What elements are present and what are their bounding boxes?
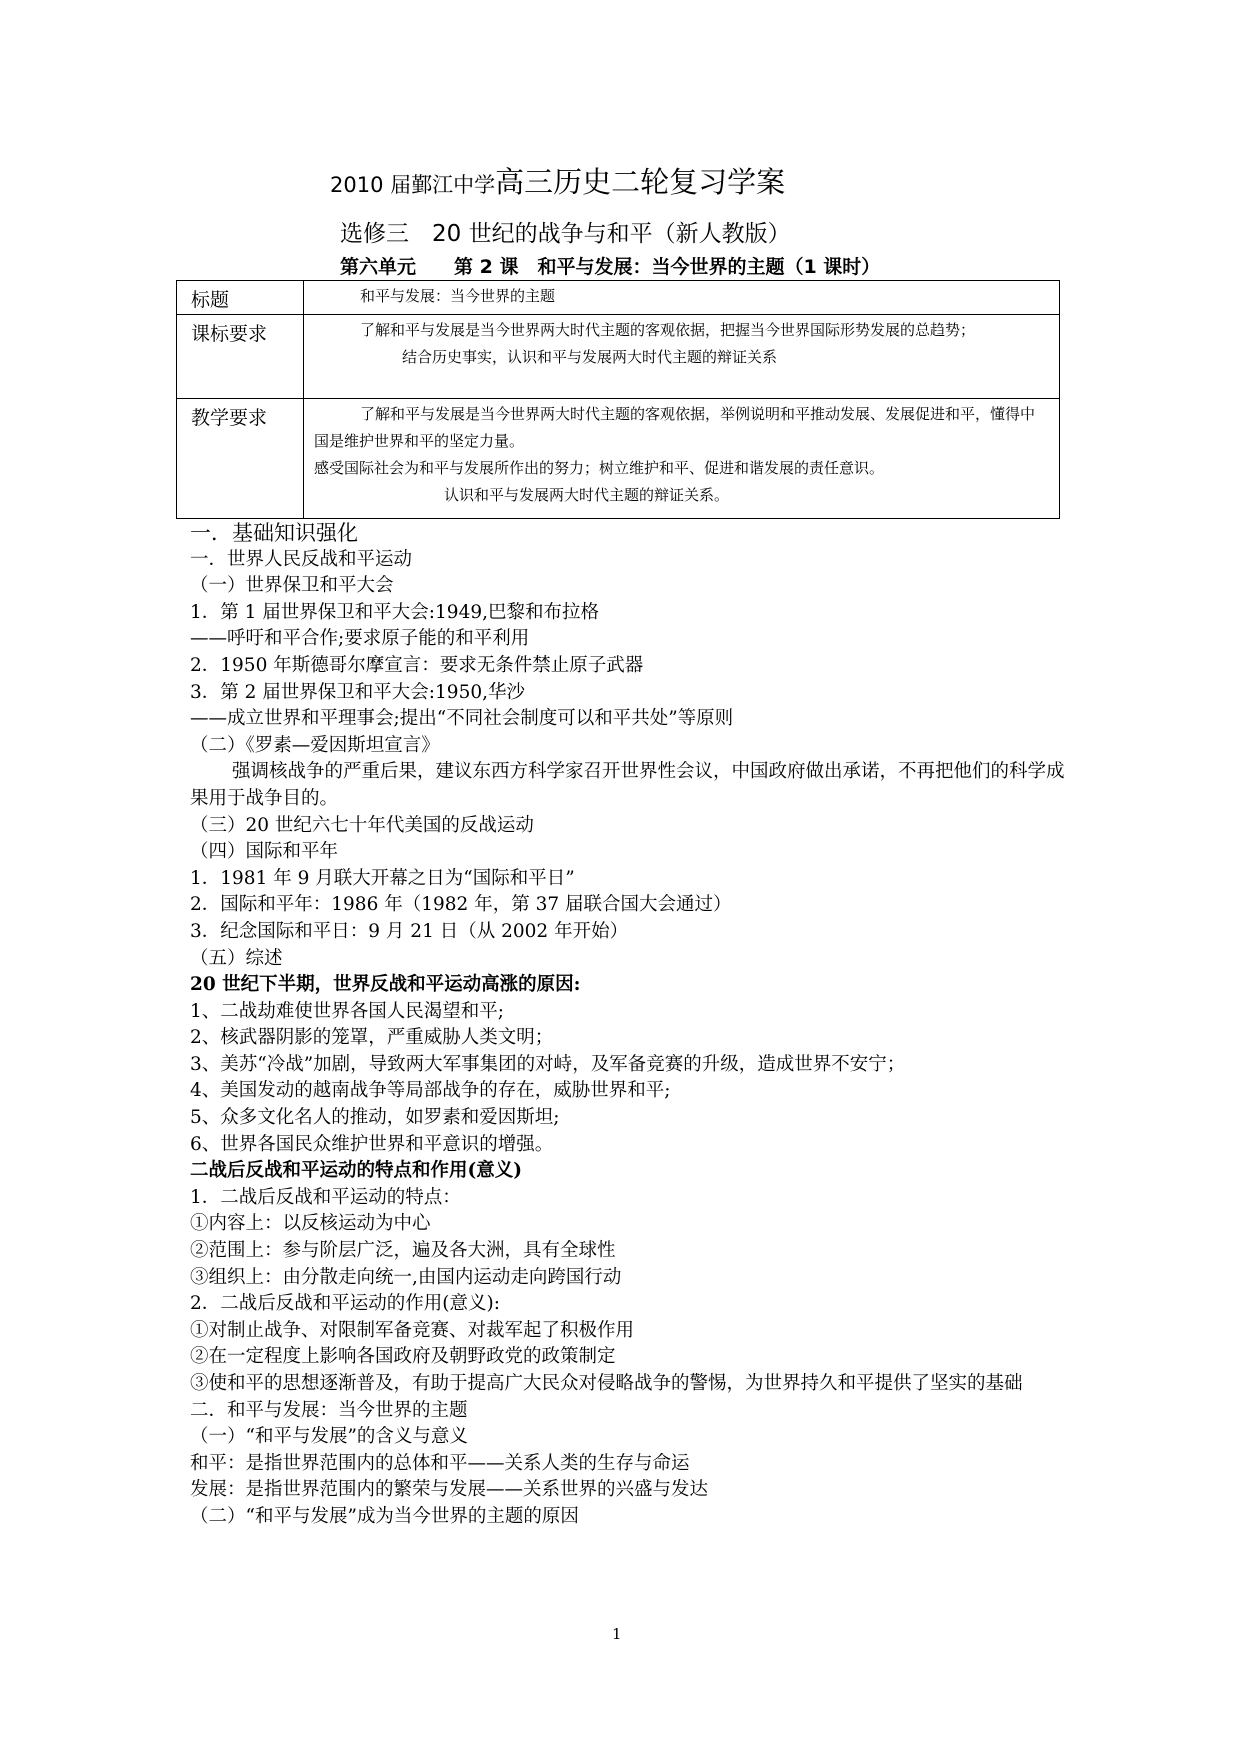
- document-body: [190, 520, 1070, 1531]
- row-label-teaching: 教学要求: [177, 399, 304, 519]
- teaching-line-2: 感受国际社会为和平与发展所作出的努力；树立维护和平、促进和谐发展的责任意识。: [314, 459, 885, 477]
- text-line: 2．二战后反战和平运动的作用(意义):: [190, 1293, 500, 1315]
- text-line: 6、世界各国民众维护世界和平意识的增强。: [190, 1133, 554, 1155]
- text-line: 2．1950 年斯德哥尔摩宣言：要求无条件禁止原子武器: [190, 654, 644, 676]
- text-paragraph: ③使和平的思想逐渐普及，有助于提高广大民众对侵略战争的警惕，为世界持久和平提供了坚实的基础: [190, 1373, 1023, 1394]
- bold-heading: 二战后反战和平运动的特点和作用(意义): [190, 1160, 523, 1182]
- text-line: ——呼吁和平合作;要求原子能的和平利用: [190, 628, 530, 650]
- text-paragraph: 强调核战争的严重后果，建议东西方科学家召开世界性会议，中国政府做出承诺，不再把他们的科学成果用于战争目的。: [190, 761, 1065, 809]
- text-line: ①对制止战争、对限制军备竞赛、对裁军起了积极作用: [190, 1319, 635, 1341]
- title-content: 和平与发展：当今世界的主题: [360, 287, 556, 305]
- text-line: 1．二战后反战和平运动的特点：: [190, 1186, 461, 1208]
- text-line: （二）《罗素—爱因斯坦宣言》: [190, 734, 440, 756]
- text-line: ——成立世界和平理事会;提出“不同社会制度可以和平共处”等原则: [190, 708, 734, 730]
- text-line: （二）“和平与发展”成为当今世界的主题的原因: [190, 1505, 579, 1527]
- row-label-title: 标题: [177, 281, 304, 315]
- text-line: （五）综述: [190, 947, 283, 969]
- text-line: 5、众多文化名人的推动，如罗素和爱因斯坦;: [190, 1107, 560, 1129]
- text-line: 发展：是指世界范围内的繁荣与发展——关系世界的兴盛与发达: [190, 1479, 709, 1501]
- text-line: 和平：是指世界范围内的总体和平——关系人类的生存与命运: [190, 1452, 690, 1474]
- table-row: [177, 281, 1060, 315]
- document-subtitle: 选修三 20 世纪的战争与和平（新人教版）: [340, 221, 791, 247]
- text-line: 2、核武器阴影的笼罩，严重威胁人类文明；: [190, 1027, 554, 1049]
- text-line: 2．国际和平年：1986 年（1982 年，第 37 届联合国大会通过）: [190, 894, 732, 916]
- text-line: （四）国际和平年: [190, 841, 339, 863]
- table-row: [177, 399, 1060, 519]
- row-label-standard: 课标要求: [177, 315, 304, 399]
- table-row: [177, 315, 1060, 399]
- document-title: [330, 160, 785, 201]
- text-line: （一）“和平与发展”的含义与意义: [190, 1426, 468, 1448]
- text-line: 一．世界人民反战和平运动: [190, 548, 413, 570]
- text-line: 二．和平与发展：当今世界的主题: [190, 1399, 468, 1421]
- text-line: 1．1981 年 9 月联大开幕之日为“国际和平日”: [190, 867, 575, 889]
- text-line: （三）20 世纪六七十年代美国的反战运动: [190, 814, 534, 836]
- text-line: ②在一定程度上影响各国政府及朝野政党的政策制定: [190, 1346, 616, 1368]
- text-line: 3．第 2 届世界保卫和平大会:1950,华沙: [190, 681, 525, 703]
- title-prefix: 2010 届鄞江中学: [330, 173, 496, 197]
- text-line: 4、美国发动的越南战争等局部战争的存在，威胁世界和平;: [190, 1080, 671, 1102]
- text-line: 1、二战劫难使世界各国人民渴望和平;: [190, 1000, 505, 1022]
- row-content-teaching: [304, 399, 1060, 519]
- section-heading: 一．基础知识强化: [190, 521, 358, 545]
- lesson-title: 第六单元 第 2 课 和平与发展：当今世界的主题（1 课时）: [340, 256, 881, 278]
- bold-heading: 20 世纪下半期，世界反战和平运动高涨的原因:: [190, 974, 581, 996]
- info-table: [176, 280, 1060, 519]
- text-line: 3．纪念国际和平日：9 月 21 日（从 2002 年开始）: [190, 920, 629, 942]
- text-line: ②范围上：参与阶层广泛，遍及各大洲，具有全球性: [190, 1240, 616, 1262]
- teaching-line-1: 了解和平与发展是当今世界两大时代主题的客观依据，举例说明和平推动发展、发展促进和平，懂得中国是维护世界和平的坚定力量。: [314, 405, 1036, 450]
- text-line: 3、美苏“冷战”加剧，导致两大军事集团的对峙，及军备竞赛的升级，造成世界不安宁；: [190, 1053, 906, 1075]
- standard-line-1: 了解和平与发展是当今世界两大时代主题的客观依据，把握当今世界国际形势发展的总趋势；: [360, 321, 976, 339]
- text-line: 1．第 1 届世界保卫和平大会:1949,巴黎和布拉格: [190, 601, 599, 623]
- row-content-standard: [304, 315, 1060, 399]
- title-main-text: 高三历史二轮复习学案: [495, 165, 786, 199]
- page-number: 1: [612, 1625, 622, 1643]
- standard-line-2: 结合历史事实，认识和平与发展两大时代主题的辩证关系: [402, 348, 778, 366]
- teaching-line-3: 认识和平与发展两大时代主题的辩证关系。: [444, 486, 730, 504]
- row-content-title: [304, 281, 1060, 315]
- text-line: ①内容上：以反核运动为中心: [190, 1213, 431, 1235]
- text-line: ③组织上：由分散走向统一,由国内运动走向跨国行动: [190, 1266, 622, 1288]
- text-line: （一）世界保卫和平大会: [190, 575, 394, 597]
